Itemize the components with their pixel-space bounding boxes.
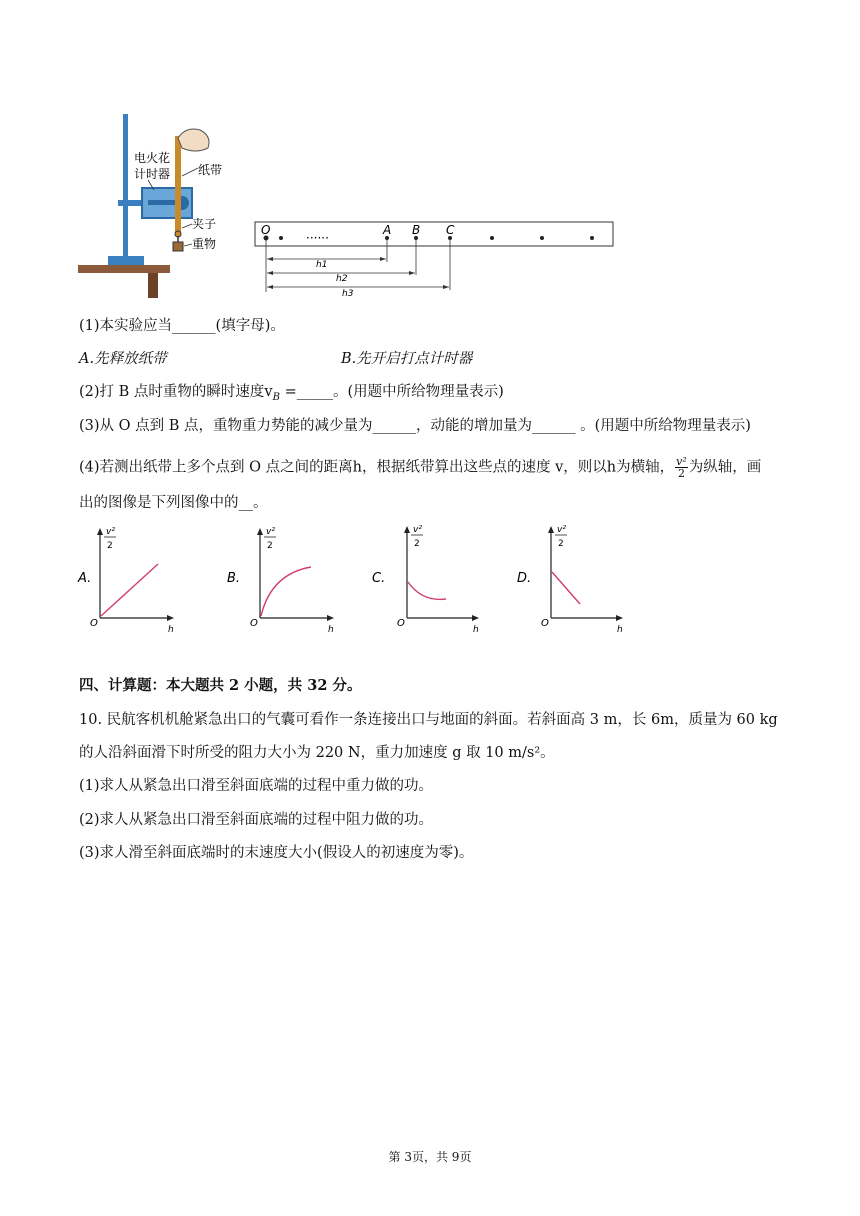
graph-a [77,527,174,635]
graph-c-xlabel: h [473,625,479,635]
point-B: B [412,223,421,237]
fraction-v2-over-2 [675,456,688,479]
weight [173,242,183,251]
graphs-svg [70,520,670,640]
tape-figure [250,216,620,300]
apparatus-figure [78,108,228,300]
graph-d-label: D. [517,571,532,586]
paper-tape [175,136,181,236]
graph-c-origin: O [397,618,405,629]
graph-d-xlabel: h [617,625,623,635]
h2-label: h2 [336,274,348,284]
graph-a-ynum: v² [106,527,115,537]
h3-label: h3 [342,289,354,299]
question-4-text-b: 为纵轴，画 [688,459,762,476]
section-4-title: 四、计算题：本大题共 2 小题，共 32 分。 [79,677,362,694]
point-A: A [383,223,392,237]
problem-10-sub3: (3)求人滑至斜面底端时的末速度大小(假设人的初速度为零)。 [79,845,474,861]
option-a: A.先释放纸带 [79,351,167,367]
point-C: C [446,223,455,237]
label-spark: 电火花 [134,151,171,165]
graph-b-label: B. [227,571,241,586]
question-2-sub: B [272,391,280,403]
question-3: (3)从 O 点到 B 点，重物重力势能的减少量为______，动能的增加量为______ 。(用题中所给物理量表示) [79,418,751,434]
graph-c-curve [408,582,446,599]
question-1: (1)本实验应当______(填字母)。 [79,318,285,334]
problem-10-line2: 的人沿斜面滑下时所受的阻力大小为 220 N，重力加速度 g 取 10 m/s²。 [79,745,555,761]
option-b: B.先开启打点计时器 [341,351,473,367]
graph-a-xlabel: h [168,625,174,635]
label-weight: 重物 [192,237,217,251]
question-2-text: (2)打 B 点时重物的瞬时速度v [79,384,273,400]
graph-d-origin: O [541,618,549,629]
label-tape: 纸带 [198,163,223,177]
problem-10-sub2: (2)求人从紧急出口滑至斜面底端的过程中阻力做的功。 [79,812,434,828]
fraction-den: 2 [677,467,685,480]
graph-b-yden: 2 [267,541,273,551]
question-2-tail: =_____。(用题中所给物理量表示) [279,384,504,400]
graph-b [227,527,334,635]
label-timer: 计时器 [134,167,171,181]
graph-a-label: A. [78,571,92,586]
graph-a-yden: 2 [107,541,113,551]
question-2 [79,382,504,408]
h1-label: h1 [316,260,328,270]
graph-a-origin: O [90,618,98,629]
tape-dots: ······ [306,231,329,245]
graph-b-curve [261,567,311,616]
graph-d [517,525,623,635]
question-4-line1 [79,456,761,479]
table-top [78,265,170,273]
point-O: O [261,223,271,237]
page-footer: 第 3页，共 9页 [388,1150,472,1164]
graph-options [70,520,670,640]
problem-10-line1: 10. 民航客机机舱紧急出口的气囊可看作一条连接出口与地面的斜面。若斜面高 3 m，长 6m，质量为 60 kg [79,712,778,728]
graph-d-curve [552,572,580,604]
graph-c-yden: 2 [414,539,420,549]
problem-10-sub1: (1)求人从紧急出口滑至斜面底端的过程中重力做的功。 [79,778,434,794]
hand [178,129,209,151]
graph-c [372,525,479,635]
label-clip: 夹子 [192,217,217,231]
question-4-line2: 出的图像是下列图像中的__。 [79,495,268,511]
graph-b-origin: O [250,618,258,629]
graph-a-curve [101,564,158,616]
graph-d-ynum: v² [557,525,566,535]
graph-b-ynum: v² [266,527,275,537]
table-leg [148,273,158,298]
stand-rod [123,114,128,258]
graph-c-label: C. [372,571,386,586]
graph-b-xlabel: h [328,625,334,635]
graph-d-yden: 2 [558,539,564,549]
graph-c-ynum: v² [413,525,422,535]
fraction-num: v² [676,455,687,468]
question-4-text-a: (4)若测出纸带上多个点到 O 点之间的距离h，根据纸带算出这些点的速度 v，则以h为横轴， [79,459,675,476]
